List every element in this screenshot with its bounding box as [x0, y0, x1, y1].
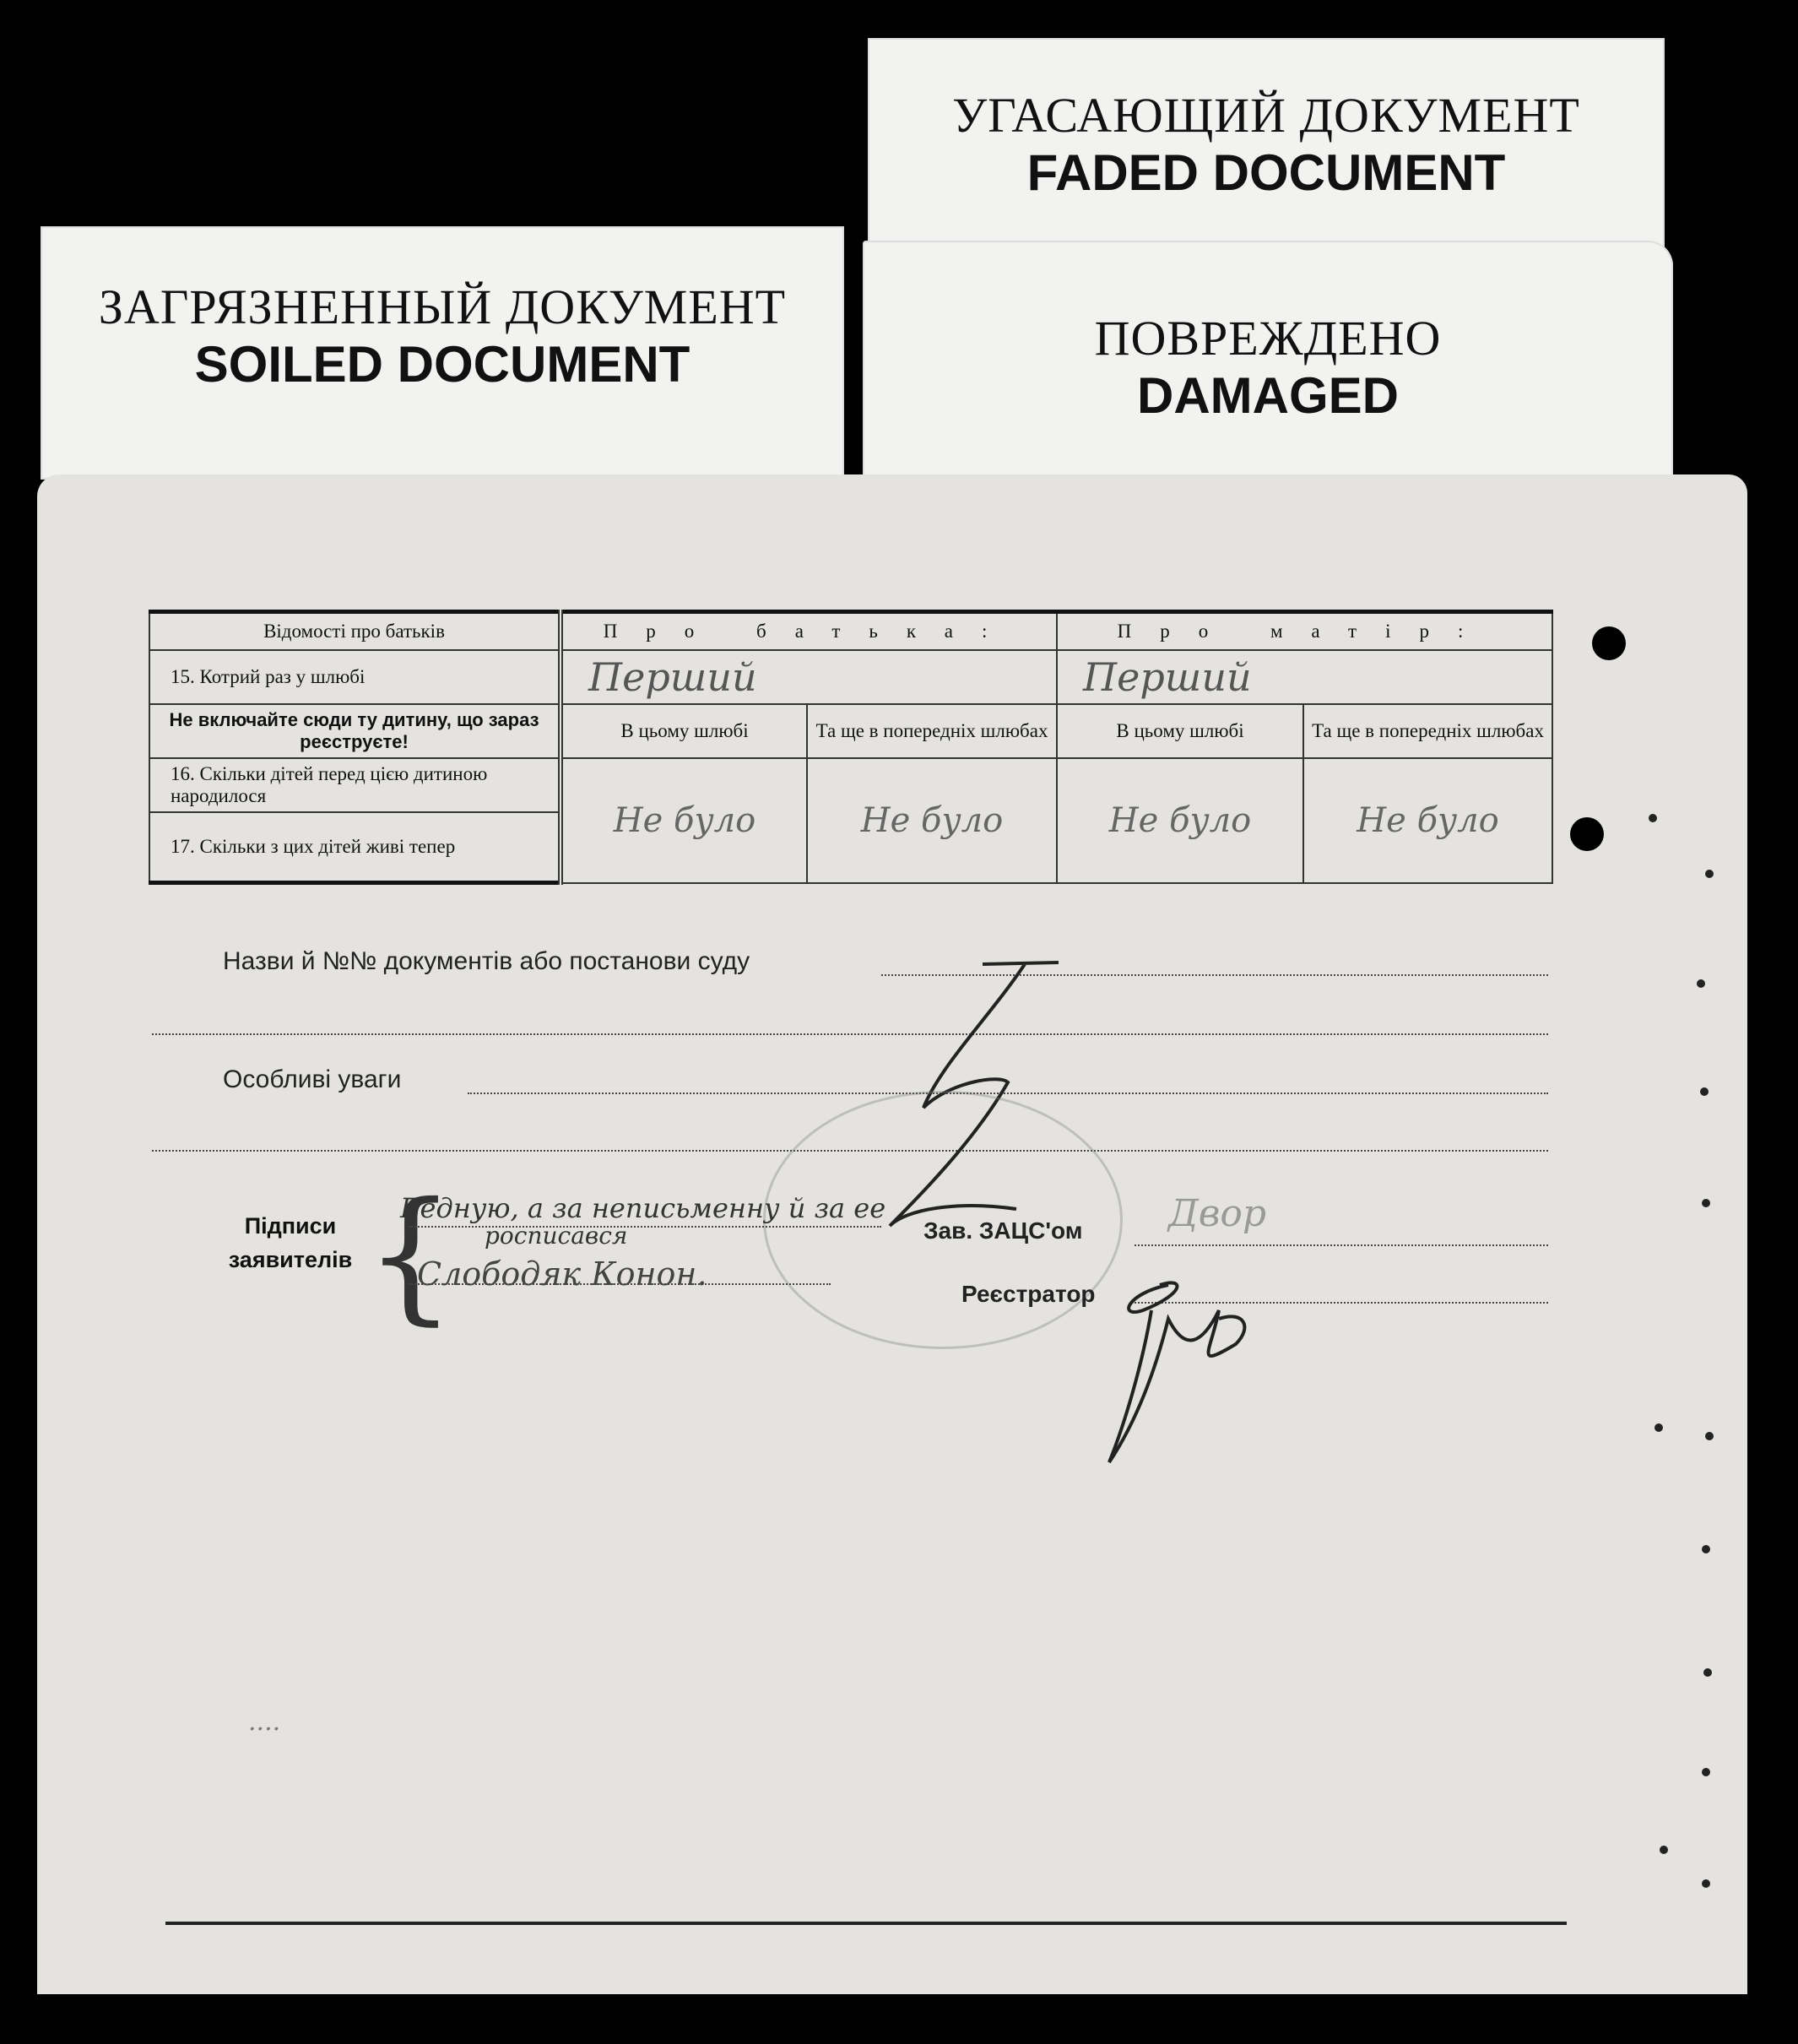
bottom-rule: [165, 1922, 1567, 1925]
pin-mark: [1697, 979, 1705, 988]
mother-this-marriage-header: В цьому шлюбі: [1057, 704, 1303, 758]
row16-mother-this: Не було: [1108, 800, 1252, 840]
father-this-marriage-header: В цьому шлюбі: [561, 704, 807, 758]
faded-document-tag: [868, 38, 1665, 258]
punch-hole-1: [1592, 626, 1626, 660]
documents-label: Назви й №№ документів або постанови суду: [223, 947, 750, 975]
mother-prev-marriages-header: Та ще в попередніх шлюбах: [1303, 704, 1552, 758]
registration-form-sheet: [37, 474, 1747, 1994]
head-signature: Двор: [1168, 1192, 1267, 1235]
applicant-handwriting-3: Слободяк Конон.: [417, 1255, 707, 1293]
applicant-line-2: [409, 1283, 831, 1285]
head-line: [1135, 1244, 1548, 1246]
row16-father-this: Не було: [613, 800, 756, 840]
pin-mark: [1705, 870, 1714, 878]
subheader-instruction: Не включайте сюди ту дитину, що зараз реєструєте!: [149, 704, 561, 758]
damaged-tag-en: DAMAGED: [1137, 367, 1399, 424]
registrar-label: Реєстратор: [961, 1281, 1096, 1307]
soiled-tag-ru: ЗАГРЯЗНЕННЫЙ ДОКУМЕНТ: [98, 279, 787, 334]
pin-mark: [1702, 1545, 1710, 1553]
header-parents-info: Відомості про батьків: [149, 612, 561, 651]
punch-hole-2: [1570, 817, 1604, 851]
header-about-mother: Про матір:: [1057, 612, 1552, 651]
row15-mother-value: Перший: [1083, 654, 1252, 700]
notes-label: Особливі уваги: [223, 1065, 402, 1093]
damaged-document-tag: [863, 241, 1673, 481]
row17-label: 17. Скільки з цих дітей живі тепер: [149, 812, 561, 883]
pin-mark: [1703, 1668, 1712, 1677]
soiled-document-tag: [41, 226, 844, 480]
head-label: Зав. ЗАЦС'ом: [923, 1217, 1083, 1244]
faded-tag-ru: УГАСАЮЩИЙ ДОКУМЕНТ: [952, 88, 1580, 143]
pin-mark: [1660, 1846, 1668, 1854]
pin-mark: [1700, 1087, 1709, 1096]
pin-mark: [1705, 1432, 1714, 1440]
brace-mark: {: [365, 1172, 457, 1339]
parents-info-table: [149, 610, 1553, 885]
pin-mark: [1702, 1879, 1710, 1888]
row16-label: 16. Скільки дітей перед цією дитиною народилося: [149, 758, 561, 812]
father-prev-marriages-header: Та ще в попередніх шлюбах: [807, 704, 1057, 758]
signatures-title: [210, 1209, 371, 1277]
signatures-title-line1: Підписи: [244, 1213, 337, 1239]
margin-note: ....: [248, 1707, 281, 1737]
signatures-title-line2: заявителів: [228, 1247, 353, 1272]
row15-father-value: Перший: [588, 654, 757, 700]
pin-mark: [1702, 1768, 1710, 1776]
faded-tag-en: FADED DOCUMENT: [1026, 144, 1506, 201]
applicant-line-1: [409, 1226, 881, 1228]
row16-father-prev: Не було: [860, 800, 1004, 840]
row16-mother-prev: Не було: [1357, 800, 1499, 840]
pin-mark: [1702, 1199, 1710, 1207]
applicant-handwriting-2: росписався: [485, 1222, 628, 1250]
pin-mark: [1649, 814, 1657, 822]
damaged-tag-ru: ПОВРЕЖДЕНО: [1094, 311, 1442, 366]
registrar-signature: [1092, 1260, 1261, 1479]
applicant-handwriting-1: Бедную, а за неписьменну й за ее: [400, 1192, 886, 1224]
soiled-tag-en: SOILED DOCUMENT: [194, 336, 690, 393]
header-about-father: Про батька:: [561, 612, 1057, 651]
pin-mark: [1654, 1423, 1663, 1432]
row15-label: 15. Котрий раз у шлюбі: [149, 650, 561, 704]
